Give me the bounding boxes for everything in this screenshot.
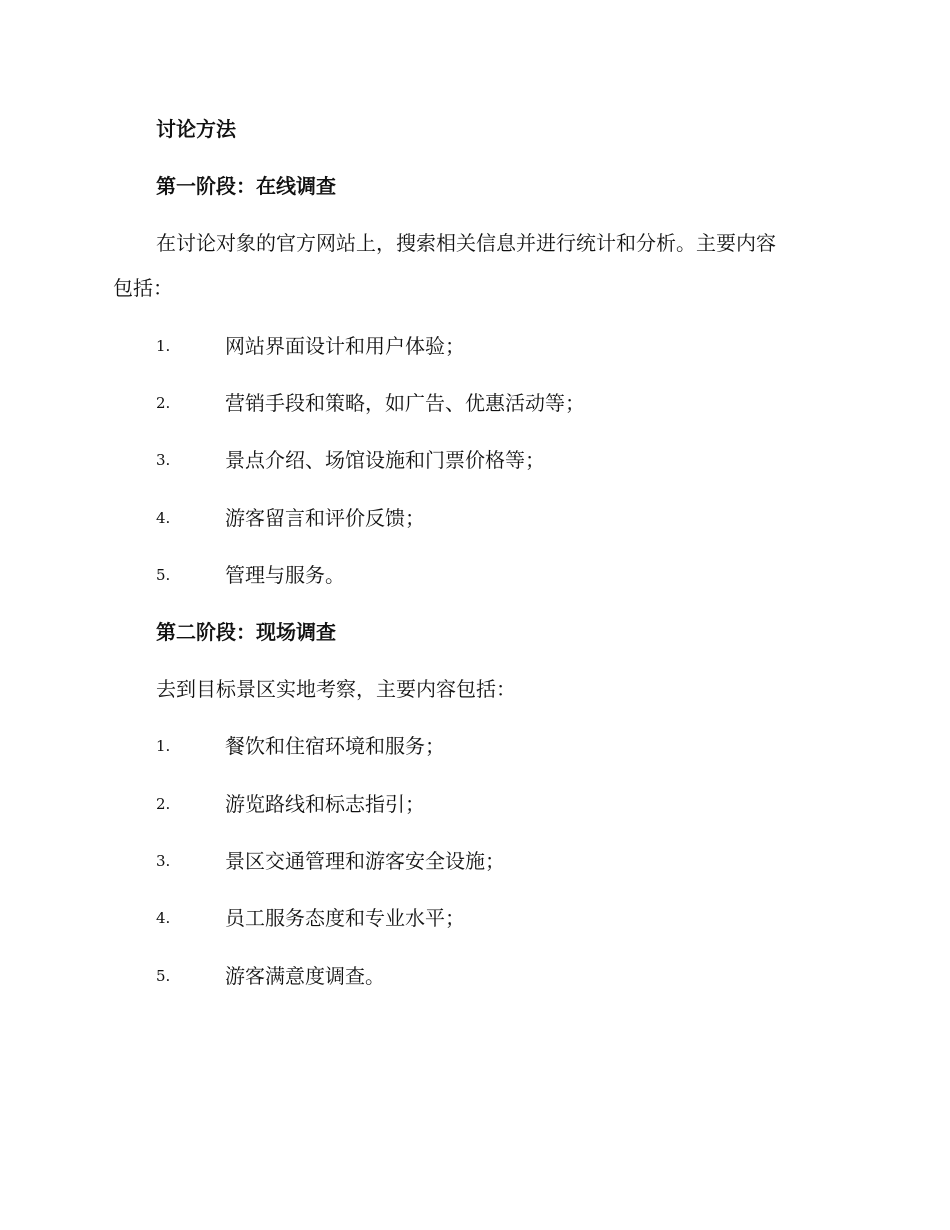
list-number: 1.	[156, 737, 171, 755]
list-number: 3.	[156, 451, 171, 469]
stage1-heading: 第一阶段：在线调查	[156, 174, 336, 198]
list-text: 网站界面设计和用户体验；	[225, 334, 465, 358]
list-number: 5.	[156, 967, 171, 985]
list-number: 1.	[156, 337, 171, 355]
stage2-intro: 去到目标景区实地考察，主要内容包括：	[156, 677, 516, 701]
list-text: 员工服务态度和专业水平；	[225, 906, 465, 930]
stage2-list-item	[156, 962, 856, 990]
stage1-list-item	[156, 561, 856, 589]
stage1-list-item	[156, 446, 856, 474]
list-number: 5.	[156, 566, 171, 584]
list-text: 游客满意度调查。	[225, 964, 385, 988]
stage2-heading: 第二阶段：现场调查	[156, 620, 336, 644]
list-number: 2.	[156, 795, 171, 813]
stage1-list-item	[156, 332, 856, 360]
stage2-list-item	[156, 847, 856, 875]
list-text: 餐饮和住宿环境和服务；	[225, 734, 445, 758]
stage1-list-item	[156, 389, 856, 417]
list-number: 4.	[156, 509, 171, 527]
section-title: 讨论方法	[156, 117, 236, 141]
stage2-list-item	[156, 790, 856, 818]
stage2-list-item	[156, 904, 856, 932]
list-text: 游客留言和评价反馈；	[225, 506, 425, 530]
stage1-list-item	[156, 504, 856, 532]
list-number: 3.	[156, 852, 171, 870]
list-number: 4.	[156, 909, 171, 927]
list-text: 景区交通管理和游客安全设施；	[225, 849, 505, 873]
list-text: 游览路线和标志指引；	[225, 792, 425, 816]
list-text: 管理与服务。	[225, 563, 345, 587]
list-text: 营销手段和策略，如广告、优惠活动等；	[225, 391, 585, 415]
stage1-intro-line2: 包括：	[113, 276, 173, 300]
stage1-intro-line1: 在讨论对象的官方网站上，搜索相关信息并进行统计和分析。主要内容	[156, 231, 776, 255]
list-number: 2.	[156, 394, 171, 412]
list-text: 景点介绍、场馆设施和门票价格等；	[225, 448, 545, 472]
stage2-list-item	[156, 732, 856, 760]
